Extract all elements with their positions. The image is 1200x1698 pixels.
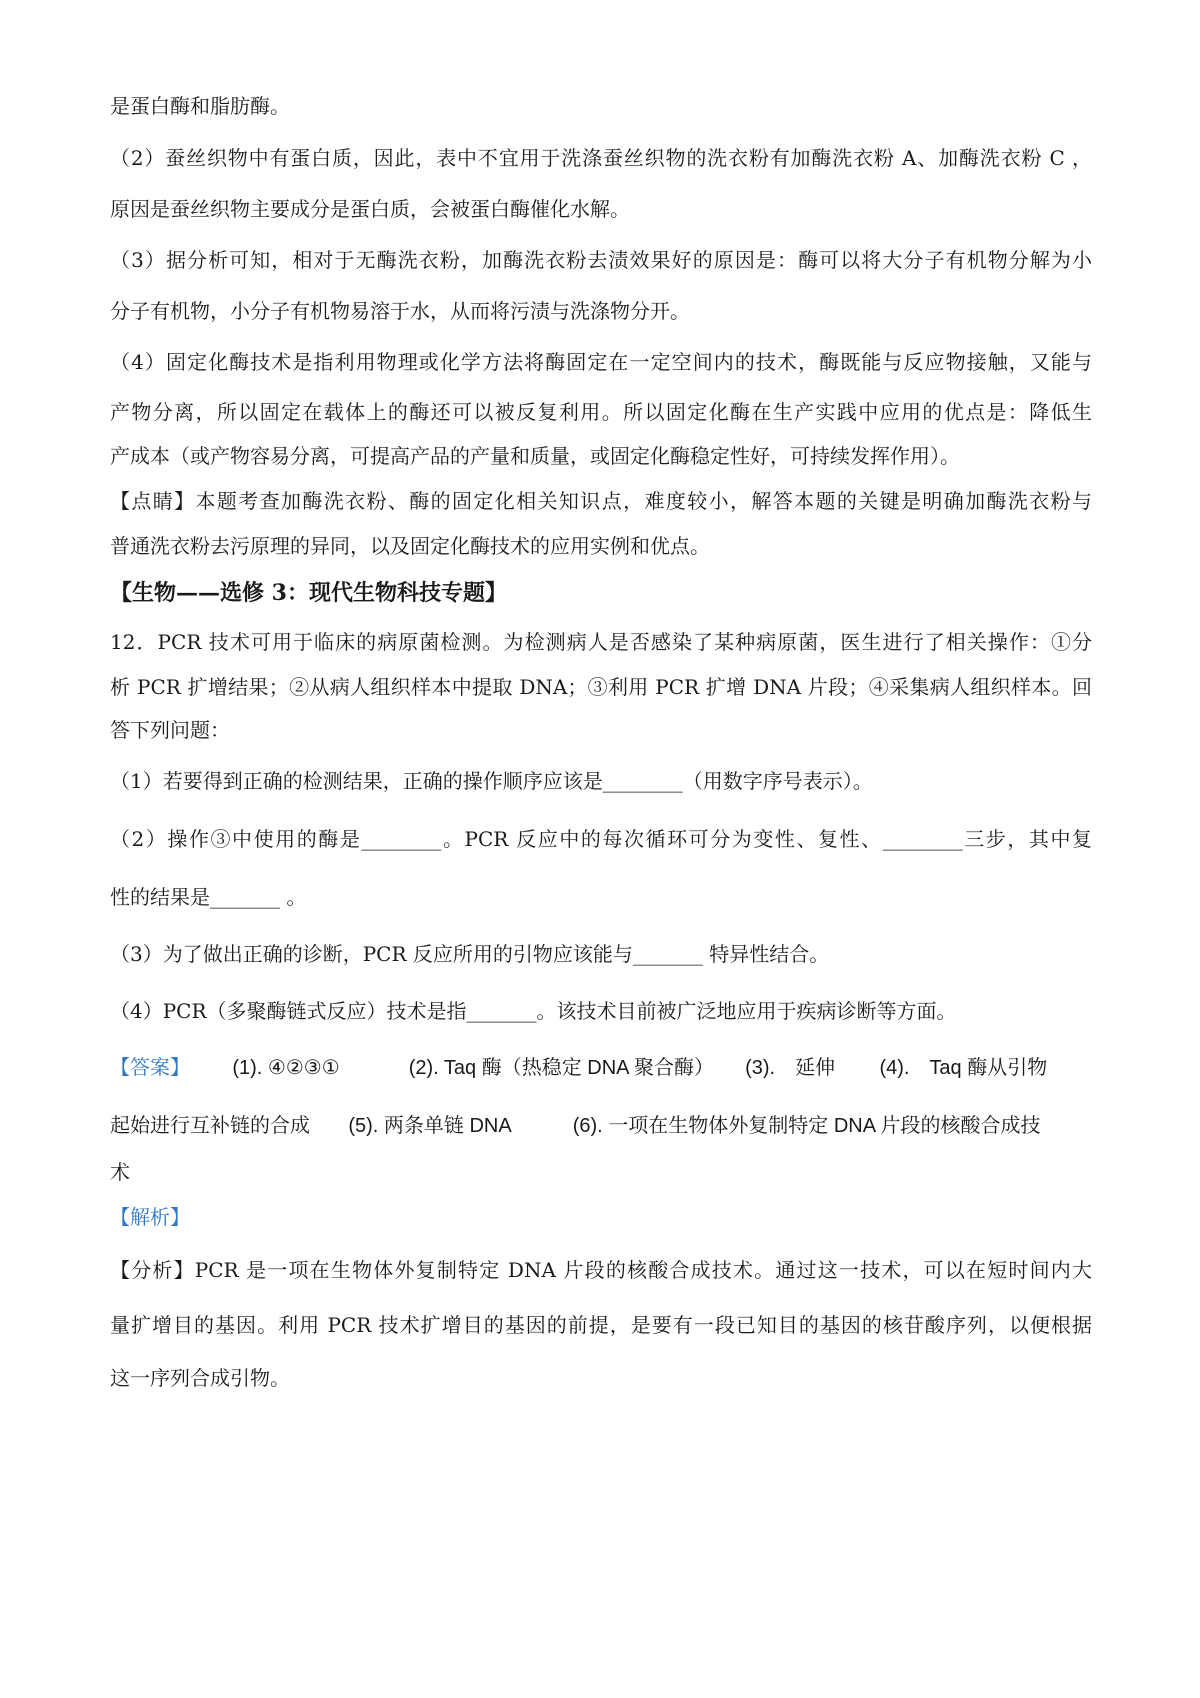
question-stem: 答下列问题： — [110, 718, 230, 742]
analysis-line: 【分析】PCR 是一项在生物体外复制特定 DNA 片段的核酸合成技术。通过这一技术，可以在短时间内大 — [110, 1258, 1092, 1282]
analysis-label: 【解析】 — [110, 1205, 190, 1229]
sub-question-2: （2）操作③中使用的酶是________。PCR 反应中的每次循环可分为变性、复性、________三步，其中复 — [110, 827, 1092, 851]
question-stem: 析 PCR 扩增结果；②从病人组织样本中提取 DNA；③利用 PCR 扩增 DNA 片段；④采集病人组织样本。回 — [110, 675, 1092, 699]
analysis-line: 这一序列合成引物。 — [110, 1366, 290, 1390]
analysis-line: 量扩增目的基因。利用 PCR 技术扩增目的基因的前提，是要有一段已知目的基因的核苷酸序列，以便根据 — [110, 1313, 1092, 1337]
comment-line: 普通洗衣粉去污原理的异同，以及固定化酶技术的应用实例和优点。 — [110, 534, 710, 558]
paragraph-line: 是蛋白酶和脂肪酶。 — [110, 94, 290, 118]
paragraph-line: 原因是蚕丝织物主要成分是蛋白质，会被蛋白酶催化水解。 — [110, 197, 630, 221]
paragraph-line: （2）蚕丝织物中有蛋白质，因此，表中不宜用于洗涤蚕丝织物的洗衣粉有加酶洗衣粉 A、加酶洗衣粉 C ， — [110, 146, 1092, 170]
paragraph-line: 产成本（或产物容易分离，可提高产品的产量和质量，或固定化酶稳定性好，可持续发挥作用）。 — [110, 444, 960, 468]
sub-question-2: 性的结果是_______ 。 — [110, 885, 307, 909]
answer-item: (4). Taq 酶从引物 — [879, 1057, 1048, 1079]
paragraph-line: 分子有机物，小分子有机物易溶于水，从而将污渍与洗涤物分开。 — [110, 299, 690, 323]
answer-item: (2). Taq 酶（热稳定 DNA 聚合酶） — [408, 1057, 714, 1079]
sub-question-3: （3）为了做出正确的诊断，PCR 反应所用的引物应该能与_______ 特异性结合。 — [110, 942, 830, 966]
answer-item: (5). 两条单链 DNA — [348, 1115, 512, 1137]
answer-line: 术 — [110, 1160, 130, 1184]
comment-line: 【点睛】本题考查加酶洗衣粉、酶的固定化相关知识点，难度较小，解答本题的关键是明确加酶洗衣粉与 — [110, 489, 1092, 513]
answer-text: 起始进行互补链的合成 — [110, 1113, 310, 1137]
answer-label: 【答案】 — [110, 1055, 190, 1079]
sub-question-4: （4）PCR（多聚酶链式反应）技术是指_______。该技术目前被广泛地应用于疾病诊断等方面。 — [110, 999, 957, 1023]
paragraph-line: 产物分离，所以固定在载体上的酶还可以被反复利用。所以固定化酶在生产实践中应用的优点是：降低生 — [110, 400, 1092, 424]
paragraph-line: （3）据分析可知，相对于无酶洗衣粉，加酶洗衣粉去渍效果好的原因是：酶可以将大分子有机物分解为小 — [110, 248, 1092, 272]
answer-line — [110, 1111, 1092, 1140]
answer-line — [110, 1053, 1092, 1082]
answer-item: (6). 一项在生物体外复制特定 DNA 片段的核酸合成技 — [572, 1115, 1041, 1137]
section-heading: 【生物——选修 3：现代生物科技专题】 — [110, 580, 507, 606]
question-stem: 12．PCR 技术可用于临床的病原菌检测。为检测病人是否感染了某种病原菌，医生进行了相关操作：①分 — [110, 630, 1092, 654]
answer-item: (3). 延伸 — [745, 1057, 836, 1079]
paragraph-line: （4）固定化酶技术是指利用物理或化学方法将酶固定在一定空间内的技术，酶既能与反应物接触，又能与 — [110, 350, 1092, 374]
sub-question-1: （1）若要得到正确的检测结果，正确的操作顺序应该是________（用数字序号表示）。 — [110, 769, 873, 793]
answer-item: (1). ④②③① — [232, 1057, 340, 1079]
